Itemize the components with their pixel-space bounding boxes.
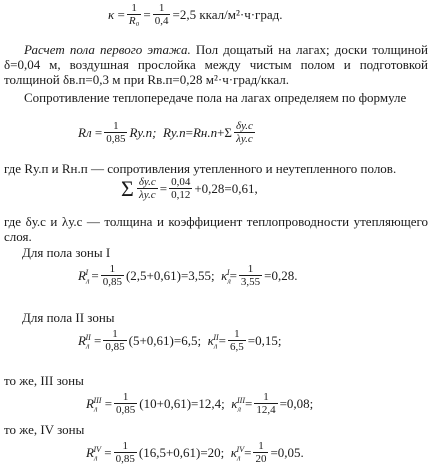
zone-kappa-result: =0,05. bbox=[270, 445, 304, 460]
zone-r-symbol: $R_л^{IV}$ bbox=[86, 444, 102, 463]
paragraph-where-r: где Rу.п и Rн.п — сопротивления утепленного и неутепленного полов. bbox=[4, 161, 397, 176]
zone-kappa-fraction: $\frac{1}{3,55}$ bbox=[240, 263, 261, 288]
zone-intro: Для пола зоны I bbox=[22, 245, 111, 260]
kappa-result: =2,5 ккал/м²·ч·град. bbox=[172, 7, 283, 22]
zone-fraction: $\frac{1}{0,85}$ bbox=[102, 263, 122, 288]
zone-kappa-result: =0,08; bbox=[279, 396, 314, 411]
zone-r-symbol: $R_л^{II}$ bbox=[78, 332, 91, 351]
fraction-delta-over-lambda-2: $\frac{\delta у.с}{\lambda у.с}$ bbox=[138, 176, 156, 201]
zone-kappa-fraction: $\frac{1}{12,4}$ bbox=[256, 391, 276, 416]
zone-kappa-result: =0,15; bbox=[247, 333, 282, 348]
zone-expression: (10+0,61)=12,4; bbox=[139, 396, 225, 411]
fraction-1-over-0-85: $\frac{1}{0,85}$ bbox=[106, 120, 126, 145]
zone-fraction: $\frac{1}{0,85}$ bbox=[115, 440, 135, 465]
zone-r-symbol: $R_л^{III}$ bbox=[86, 395, 102, 414]
zone-kappa-fraction: $\frac{1}{20}$ bbox=[255, 440, 267, 465]
zone-equation: $R_л^I$ = $\frac{1}{0,85}$ (2,5+0,61)=3,55; $\kappa_л^I$ = $\frac{1}{3,55}$ =0,28. bbox=[78, 263, 298, 288]
zone-equation: $R_л^{III}$ = $\frac{1}{0,85}$ (10+0,61)=12,4; $\kappa_л^{III}$ = $\frac{1}{12,4}$ =0,08; bbox=[86, 391, 314, 416]
fraction-1-over-r0: $\frac{1}{\text{R₀}}$ bbox=[128, 2, 140, 27]
zone-expression: (5+0,61)=6,5; bbox=[128, 333, 202, 348]
zone-kappa-symbol: $\kappa_л^{II}$ bbox=[207, 332, 219, 351]
section-heading: Расчет пола первого этажа. bbox=[24, 42, 191, 57]
fraction-delta-over-lambda: $\frac{\delta у.с}{\lambda у.с}$ bbox=[235, 120, 253, 145]
kappa-symbol: κ bbox=[108, 7, 115, 22]
equation-kappa: κ = $\frac{1}{\text{R₀}}$ = $\frac{1}{0,4}$ =2,5 ккал/м²·ч·град. bbox=[108, 2, 283, 27]
fraction-1-over-0-4: $\frac{1}{0,4}$ bbox=[154, 2, 169, 27]
zone-kappa-fraction: $\frac{1}{6,5}$ bbox=[229, 328, 244, 353]
equals-sign: = bbox=[114, 7, 125, 22]
zone-equation: $R_л^{II}$ = $\frac{1}{0,85}$ (5+0,61)=6,5; $\kappa_л^{II}$ = $\frac{1}{6,5}$ =0,15; bbox=[78, 328, 282, 353]
zone-equation: $R_л^{IV}$ = $\frac{1}{0,85}$ (16,5+0,61)=20; $\kappa_л^{IV}$ = $\frac{1}{20}$ =0,05. bbox=[86, 440, 304, 465]
paragraph-where-delta: где δу.с и λу.с — толщина и коэффициент теплопроводности утепляющего слоя. bbox=[4, 214, 428, 244]
zone-intro: Для пола II зоны bbox=[22, 310, 115, 325]
zone-kappa-symbol: $\kappa_л^I$ bbox=[221, 267, 231, 286]
zone-intro: то же, IV зоны bbox=[4, 422, 85, 437]
equation-rl: Rл = $\frac{1}{0,85}$ Rу.п; Rу.п = Rн.п +Σ $\frac{\delta у.с}{\lambda у.с}$ bbox=[78, 120, 253, 145]
zone-intro: то же, III зоны bbox=[4, 373, 84, 388]
paragraph-body: Пол дощатый на лагах; доски толщиной δ=0,04 м, воздушная прослойка между чистым полом и подготовкой толщиной δв.п=0,3 м при Rв.п=0,28 м²·ч·град/ккал. bbox=[4, 42, 429, 87]
zone-kappa-result: =0,28. bbox=[264, 268, 298, 283]
zone-expression: (2,5+0,61)=3,55; bbox=[125, 268, 215, 283]
zone-expression: (16,5+0,61)=20; bbox=[138, 445, 225, 460]
zone-r-symbol: $R_л^I$ bbox=[78, 267, 90, 286]
fraction-0-04-over-0-12: $\frac{0,04}{0,12}$ bbox=[171, 176, 191, 201]
zone-kappa-symbol: $\kappa_л^{IV}$ bbox=[230, 444, 245, 463]
sigma-symbol: Σ bbox=[121, 175, 134, 201]
paragraph-formula-intro: Сопротивление теплопередаче пола на лагах определяем по формуле bbox=[24, 90, 407, 105]
equation-sigma: Σ $\frac{\delta у.с}{\lambda у.с}$ = $\frac{0,04}{0,12}$ +0,28=0,61, bbox=[121, 175, 258, 201]
paragraph-first-floor bbox=[4, 42, 428, 87]
zone-fraction: $\frac{1}{0,85}$ bbox=[105, 328, 125, 353]
zone-fraction: $\frac{1}{0,85}$ bbox=[116, 391, 136, 416]
zone-kappa-symbol: $\kappa_л^{III}$ bbox=[231, 395, 245, 414]
